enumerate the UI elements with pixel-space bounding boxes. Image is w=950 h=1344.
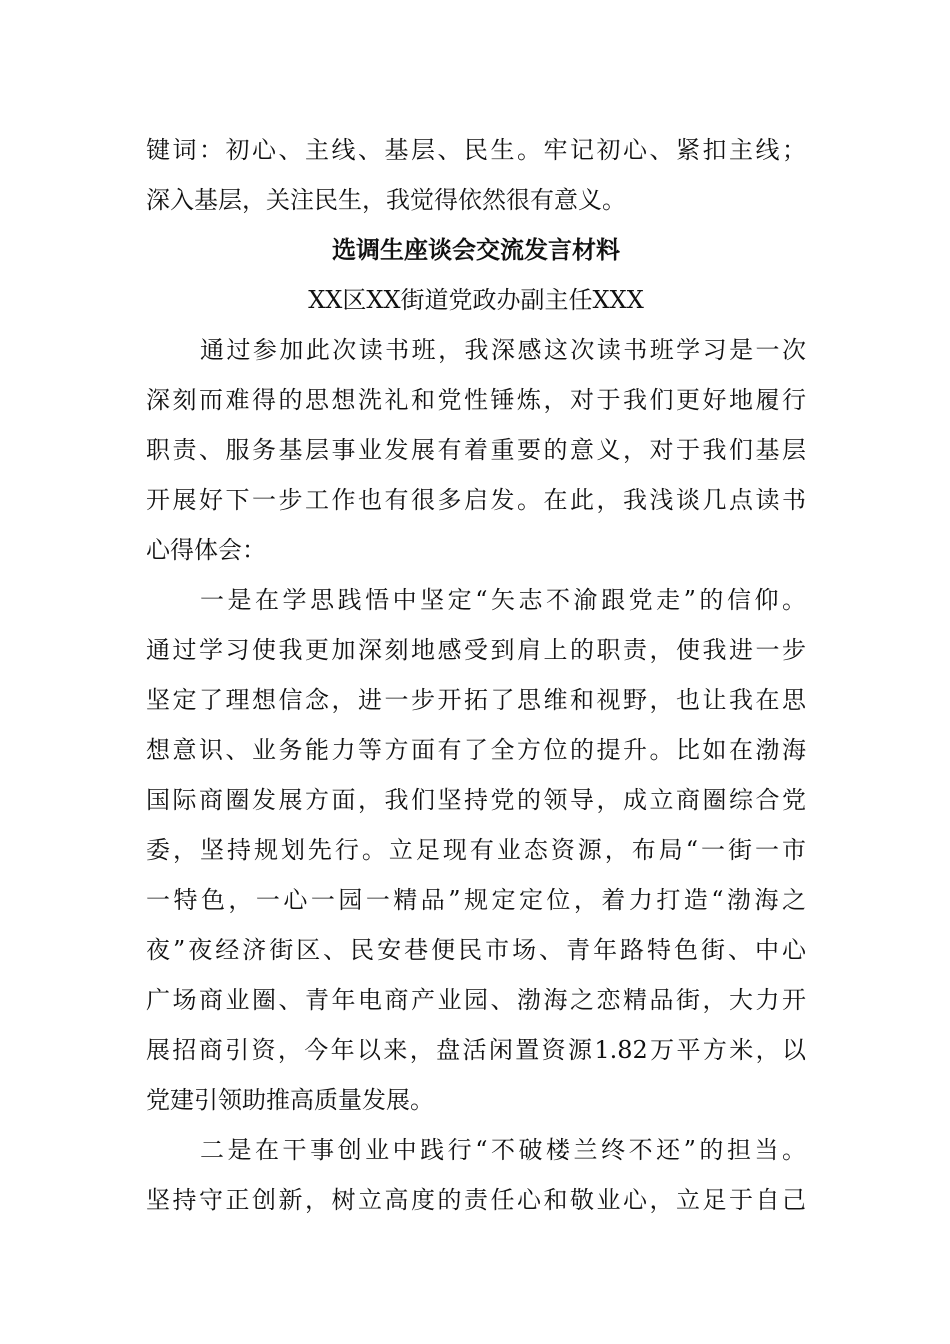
paragraph-line: 通过学习使我更加深刻地感受到肩上的职责，使我进一步 xyxy=(146,636,806,664)
paragraph-line: 展招商引资，今年以来，盘活闲置资源1.82万平方米，以 xyxy=(146,1036,806,1064)
intro-line: 键词：初心、主线、基层、民生。牢记初心、紧扣主线； xyxy=(146,136,806,164)
paragraph-line: 通过参加此次读书班，我深感这次读书班学习是一次 xyxy=(200,336,806,364)
paragraph-line: 一特色，一心一园一精品”规定定位，着力打造“渤海之 xyxy=(146,886,806,914)
document-title: 选调生座谈会交流发言材料 xyxy=(332,236,620,264)
document-page xyxy=(146,125,806,1225)
paragraph-line: 职责、服务基层事业发展有着重要的意义，对于我们基层 xyxy=(146,436,806,464)
paragraph-line: 开展好下一步工作也有很多启发。在此，我浅谈几点读书 xyxy=(146,486,806,514)
paragraph-line: 一是在学思践悟中坚定“矢志不渝跟党走”的信仰。 xyxy=(200,586,806,614)
paragraph-line: 委，坚持规划先行。立足现有业态资源，布局“一街一市 xyxy=(146,836,806,864)
paragraph-line: 想意识、业务能力等方面有了全方位的提升。比如在渤海 xyxy=(146,736,806,764)
paragraph-line: 深刻而难得的思想洗礼和党性锤炼，对于我们更好地履行 xyxy=(146,386,806,414)
intro-line: 深入基层，关注民生，我觉得依然很有意义。 xyxy=(146,186,626,214)
paragraph-line: 坚定了理想信念，进一步开拓了思维和视野，也让我在思 xyxy=(146,686,806,714)
paragraph-line: 二是在干事创业中践行“不破楼兰终不还”的担当。 xyxy=(200,1136,806,1164)
paragraph-line: 坚持守正创新，树立高度的责任心和敬业心，立足于自己 xyxy=(146,1186,806,1214)
paragraph-line: 心得体会： xyxy=(146,536,266,564)
paragraph-line: 夜”夜经济街区、民安巷便民市场、青年路特色街、中心 xyxy=(146,936,806,964)
paragraph-line: 党建引领助推高质量发展。 xyxy=(146,1086,434,1114)
author-line: XX区XX街道党政办副主任XXX xyxy=(308,286,644,314)
paragraph-line: 广场商业圈、青年电商产业园、渤海之恋精品街，大力开 xyxy=(146,986,806,1014)
paragraph-line: 国际商圈发展方面，我们坚持党的领导，成立商圈综合党 xyxy=(146,786,806,814)
